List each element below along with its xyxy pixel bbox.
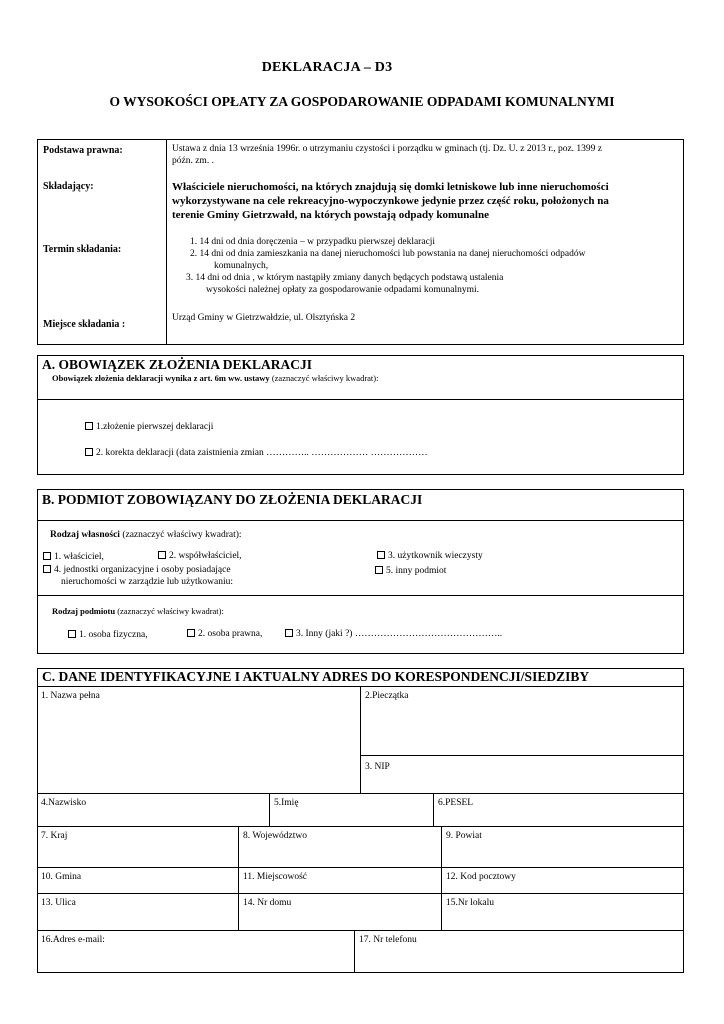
- field-gmina[interactable]: 10. Gmina: [37, 868, 239, 894]
- checkbox[interactable]: [43, 565, 51, 573]
- ownership-wspolwlasciciel[interactable]: 2. współwłaściciel,: [158, 550, 242, 562]
- entity-osoba-fizyczna[interactable]: 1. osoba fizyczna,: [68, 629, 148, 641]
- checkbox[interactable]: [377, 551, 385, 559]
- ownership-inny[interactable]: 5. inny podmiot: [375, 565, 446, 577]
- field-ulica[interactable]: 13. Ulica: [37, 894, 239, 931]
- entity-inny[interactable]: 3. Inny (jaki ?) ………………………………………..: [285, 628, 502, 640]
- podstawa-text: Ustawa z dnia 13 września 1996r. o utrzymaniu czystości i porządku w gminach (tj. Dz. U. z 2013 r., poz. 1399 z późn. zm. .: [172, 144, 603, 166]
- checkbox[interactable]: [68, 630, 76, 638]
- ownership-uzytkownik[interactable]: 3. użytkownik wieczysty: [377, 550, 483, 562]
- form-subtitle: O WYSOKOŚCI OPŁATY ZA GOSPODAROWANIE ODPADAMI KOMUNALNYMI: [109, 94, 615, 109]
- field-miejscowosc[interactable]: 11. Miejscowość: [239, 868, 442, 894]
- miejsce-label: Miejsce składania :: [43, 319, 126, 330]
- field-wojewodztwo[interactable]: 8. Województwo: [239, 827, 442, 868]
- section-a-divider: [37, 399, 684, 400]
- checkbox[interactable]: [375, 566, 383, 574]
- checkbox[interactable]: [43, 552, 51, 560]
- field-nr-domu[interactable]: 14. Nr domu: [239, 894, 442, 931]
- form-title: DEKLARACJA – D3: [261, 60, 393, 75]
- entity-osoba-prawna[interactable]: 2. osoba prawna,: [187, 628, 262, 640]
- section-b-divider-1: [37, 520, 684, 521]
- section-a-note: Obowiązek złożenia deklaracji wynika z art. 6m ww. ustawy (zaznaczyć właściwy kwadrat):: [52, 373, 379, 383]
- field-nip[interactable]: 3. NIP: [361, 756, 684, 794]
- section-a-heading: A. OBOWIĄZEK ZŁOŻENIA DEKLARACJI: [42, 357, 313, 372]
- checkbox[interactable]: [158, 551, 166, 559]
- checkbox[interactable]: [187, 629, 195, 637]
- field-kod-pocztowy[interactable]: 12. Kod pocztowy: [442, 868, 684, 894]
- podstawa-label: Podstawa prawna:: [43, 145, 123, 156]
- ownership-jednostki[interactable]: 4. jednostki organizacyjne i osoby posiadające nieruchomości w zarządzie lub użytkowaniu:: [43, 564, 233, 588]
- field-nr-lokalu[interactable]: 15.Nr lokalu: [442, 894, 684, 931]
- field-email[interactable]: 16.Adres e-mail:: [37, 931, 355, 973]
- field-nazwisko[interactable]: 4.Nazwisko: [37, 794, 270, 827]
- info-divider: [166, 139, 167, 345]
- field-kraj[interactable]: 7. Kraj: [37, 827, 239, 868]
- option-first-declaration[interactable]: 1.złożenie pierwszej deklaracji: [85, 421, 213, 433]
- termin-list: 1. 14 dni od dnia doręczenia – w przypadku pierwszej deklaracji 2. 14 dni od dnia zamieszkania na danej nieruchomości lub powstania na danej nieruchomości odpadów komunalnych, 3. 14 dni od dnia , w którym nastąpiły zmiany danych będących podstawą ustalenia wysokości należnej opłaty za gospodarowanie odpadami komunalnymi.: [186, 237, 586, 295]
- skladajacy-label: Składający:: [43, 181, 94, 192]
- field-pieczatka[interactable]: 2.Pieczątka: [361, 687, 684, 756]
- field-telefon[interactable]: 17. Nr telefonu: [355, 931, 684, 973]
- rodzaj-wlasnosci-label: Rodzaj własności (zaznaczyć właściwy kwadrat):: [50, 530, 242, 540]
- termin-label: Termin składania:: [43, 244, 122, 255]
- miejsce-text: Urząd Gminy w Gietrzwałdzie, ul. Olsztyńska 2: [172, 313, 356, 323]
- checkbox[interactable]: [85, 422, 93, 430]
- checkbox[interactable]: [85, 448, 93, 456]
- skladajacy-text: Właściciele nieruchomości, na których znajdują się domki letniskowe lub inne nieruchomości wykorzystywane na cele rekreacyjno-wypoczynkowe jedynie przez część roku, położonych na terenie Gminy Gietrzwałd, na których powstają odpady komunalne: [172, 181, 609, 221]
- section-b-divider-2: [37, 595, 684, 596]
- ownership-wlasciciel[interactable]: 1. właściciel,: [43, 551, 104, 563]
- section-b-heading: B. PODMIOT ZOBOWIĄZANY DO ZŁOŻENIA DEKLARACJI: [42, 492, 423, 507]
- field-imie[interactable]: 5.Imię: [270, 794, 434, 827]
- option-correction[interactable]: 2. korekta deklaracji (data zaistnienia zmian ………….. ……………… ………………: [85, 447, 428, 459]
- field-powiat[interactable]: 9. Powiat: [442, 827, 684, 868]
- field-nazwa-pelna[interactable]: 1. Nazwa pełna: [37, 687, 361, 794]
- field-pesel[interactable]: 6.PESEL: [434, 794, 684, 827]
- checkbox[interactable]: [285, 629, 293, 637]
- section-c-heading: C. DANE IDENTYFIKACYJNE I AKTUALNY ADRES DO KORESPONDENCJI/SIEDZIBY: [42, 669, 590, 684]
- rodzaj-podmiotu-label: Rodzaj podmiotu (zaznaczyć właściwy kwadrat):: [52, 606, 224, 616]
